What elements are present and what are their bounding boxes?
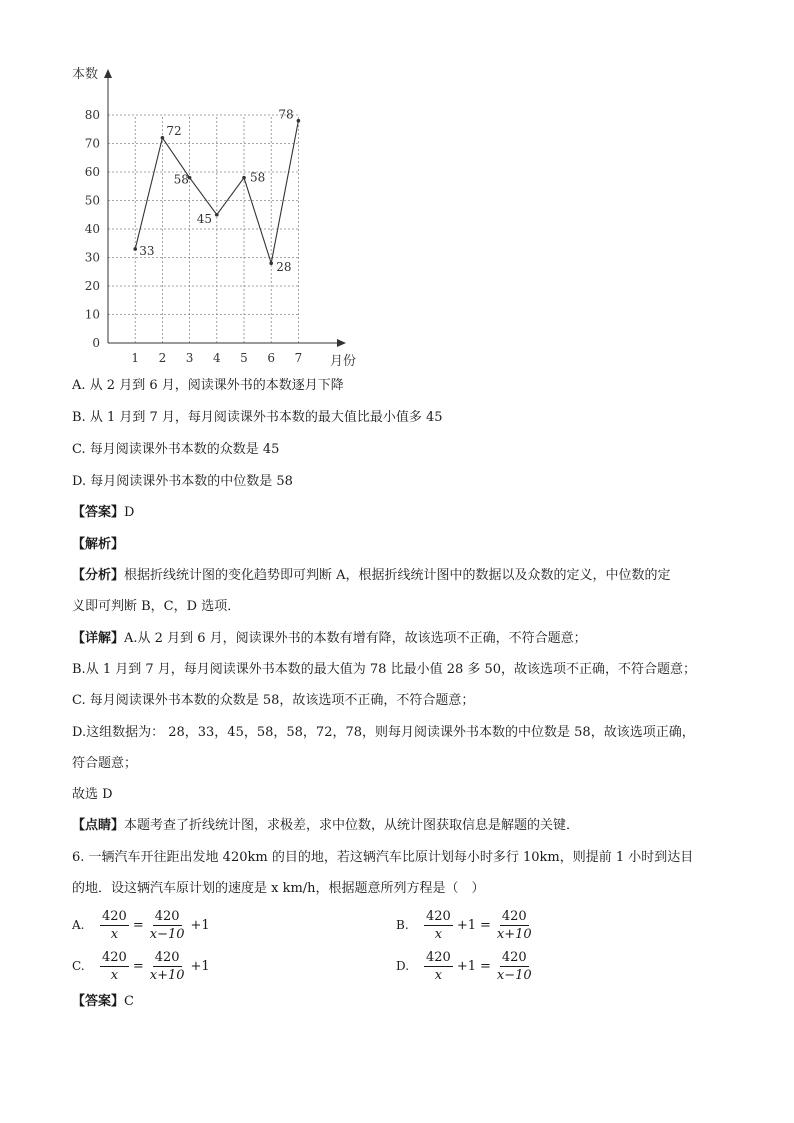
equals-sign: = xyxy=(132,917,144,933)
y-tick-label: 50 xyxy=(84,193,100,208)
dianjing-tag: 【点睛】 xyxy=(72,818,125,833)
answer-value: C xyxy=(124,994,134,1009)
numerator: 420 xyxy=(154,908,180,924)
denominator: x+10 xyxy=(149,967,185,983)
data-point xyxy=(297,119,301,123)
x-axis-title: 月份 xyxy=(330,354,357,369)
analysis-heading xyxy=(72,535,124,555)
xiangjie-tag: 【详解】 xyxy=(72,631,125,646)
answer-tag: 【答案】 xyxy=(72,994,125,1009)
q6-option-b xyxy=(396,903,536,947)
data-point xyxy=(242,176,246,180)
x-tick-label: 5 xyxy=(240,351,248,365)
data-label: 72 xyxy=(166,123,182,138)
plus-term: +1 xyxy=(456,917,476,933)
numerator: 420 xyxy=(426,949,451,965)
fraction xyxy=(100,909,129,942)
x-tick-label: 3 xyxy=(185,351,194,365)
numerator: 420 xyxy=(501,908,527,924)
fraction xyxy=(100,950,129,983)
xiangjie-d2: 符合题意； xyxy=(72,756,138,771)
data-point xyxy=(269,261,273,265)
dianjing-text: 本题考查了折线统计图，求极差，求中位数，从统计图获取信息是解题的关键． xyxy=(124,818,580,833)
plus-term: +1 xyxy=(190,917,210,933)
denominator: x xyxy=(434,926,443,942)
y-tick-label: 40 xyxy=(84,222,100,236)
q6-option-c xyxy=(72,944,212,988)
equals-sign: = xyxy=(132,958,144,974)
plus-term: +1 xyxy=(190,958,210,974)
analysis-tag: 【解析】 xyxy=(72,537,125,552)
q6-option-a xyxy=(72,903,212,947)
data-label: 33 xyxy=(139,243,155,258)
data-label: 78 xyxy=(278,107,294,122)
y-tick-label: 0 xyxy=(92,336,100,350)
numerator: 420 xyxy=(426,908,451,924)
y-tick-label: 30 xyxy=(84,250,100,265)
q6-stem-2: 的地．设这辆汽车原计划的速度是 x km/h，根据题意所列方程是（ ） xyxy=(72,881,485,896)
option-label: A. xyxy=(72,918,85,932)
denominator: x xyxy=(110,967,119,983)
q5-option-c: C. 每月阅读课外书本数的众数是 45 xyxy=(72,442,280,457)
data-label: 58 xyxy=(250,170,266,185)
fraction xyxy=(495,950,534,983)
x-axis-arrow xyxy=(337,339,346,347)
answer-tag: 【答案】 xyxy=(72,505,125,520)
x-tick-label: 1 xyxy=(131,351,140,365)
dianjing-line xyxy=(72,816,579,836)
fenxi-text-2: 义即可判断 B，C，D 选项． xyxy=(72,599,241,614)
fenxi-line-1 xyxy=(72,566,671,586)
fenxi-text-1: 根据折线统计图的变化趋势即可判断 A，根据折线统计图中的数据以及众数的定义，中位数的定 xyxy=(124,568,671,583)
denominator: x−10 xyxy=(496,967,532,983)
q5-option-a: A. 从 2 月到 6 月，阅读课外书的本数逐月下降 xyxy=(72,378,344,393)
y-axis-arrow xyxy=(104,69,112,78)
data-point xyxy=(161,136,165,140)
q5-answer-line xyxy=(72,503,134,523)
x-tick-label: 2 xyxy=(158,351,167,365)
equals-sign: = xyxy=(480,917,491,933)
conclusion: 故选 D xyxy=(72,787,113,802)
q6-option-d xyxy=(396,944,536,988)
xiangjie-b: B.从 1 月到 7 月，每月阅读课外书本数的最大值为 78 比最小值 28 多 50，故该选项不正确，不符合题意； xyxy=(72,662,697,677)
q6-answer-line xyxy=(72,992,134,1012)
y-tick-label: 60 xyxy=(84,165,100,179)
x-tick-label: 4 xyxy=(212,351,221,365)
q6-stem-1: 6. 一辆汽车开往距出发地 420km 的目的地，若这辆汽车比原计划每小时多行 10km，则提前 1 小时到达目 xyxy=(72,850,694,865)
numerator: 420 xyxy=(154,949,180,965)
fraction xyxy=(424,909,453,942)
option-label: D. xyxy=(396,959,410,973)
numerator: 420 xyxy=(501,949,527,965)
denominator: x xyxy=(110,926,119,942)
xiangjie-d1: D.这组数据为： 28，33，45，58，58，72，78，则每月阅读课外书本数的中位数是 58，故该选项正确， xyxy=(72,725,695,740)
option-label: B. xyxy=(396,918,409,932)
y-tick-label: 70 xyxy=(84,136,100,151)
fraction xyxy=(495,909,534,942)
data-label: 45 xyxy=(196,211,213,226)
y-tick-label: 10 xyxy=(84,307,100,322)
plus-term: +1 xyxy=(456,958,476,974)
x-tick-label: 7 xyxy=(294,351,303,365)
y-tick-label: 20 xyxy=(84,279,100,293)
xiangjie-a: A.从 2 月到 6 月，阅读课外书的本数有增有降，故该选项不正确，不符合题意； xyxy=(124,631,587,646)
y-tick-label: 80 xyxy=(84,108,100,122)
fraction xyxy=(148,950,187,983)
numerator: 420 xyxy=(102,949,127,965)
data-point xyxy=(133,247,137,251)
data-label: 58 xyxy=(173,172,189,187)
fraction xyxy=(148,909,187,942)
xiangjie-c: C. 每月阅读课外书本数的众数是 58，故该选项不正确，不符合题意； xyxy=(72,693,475,708)
denominator: x−10 xyxy=(149,926,185,942)
q5-option-b: B. 从 1 月到 7 月，每月阅读课外书本数的最大值比最小值多 45 xyxy=(72,410,443,425)
option-label: C. xyxy=(72,959,85,973)
fraction xyxy=(424,950,453,983)
line-chart-svg xyxy=(60,55,360,370)
data-point xyxy=(215,213,219,217)
numerator: 420 xyxy=(102,908,127,924)
answer-value: D xyxy=(124,505,135,520)
denominator: x xyxy=(434,967,443,983)
line-chart xyxy=(60,55,360,374)
denominator: x+10 xyxy=(496,926,532,942)
xiangjie-line-a xyxy=(72,629,587,649)
y-axis-title: 本数 xyxy=(72,67,99,82)
fenxi-tag: 【分析】 xyxy=(72,568,125,583)
data-label: 28 xyxy=(276,260,292,275)
x-tick-label: 6 xyxy=(267,351,276,365)
q5-option-d: D. 每月阅读课外书本数的中位数是 58 xyxy=(72,474,293,489)
equals-sign: = xyxy=(480,958,491,974)
